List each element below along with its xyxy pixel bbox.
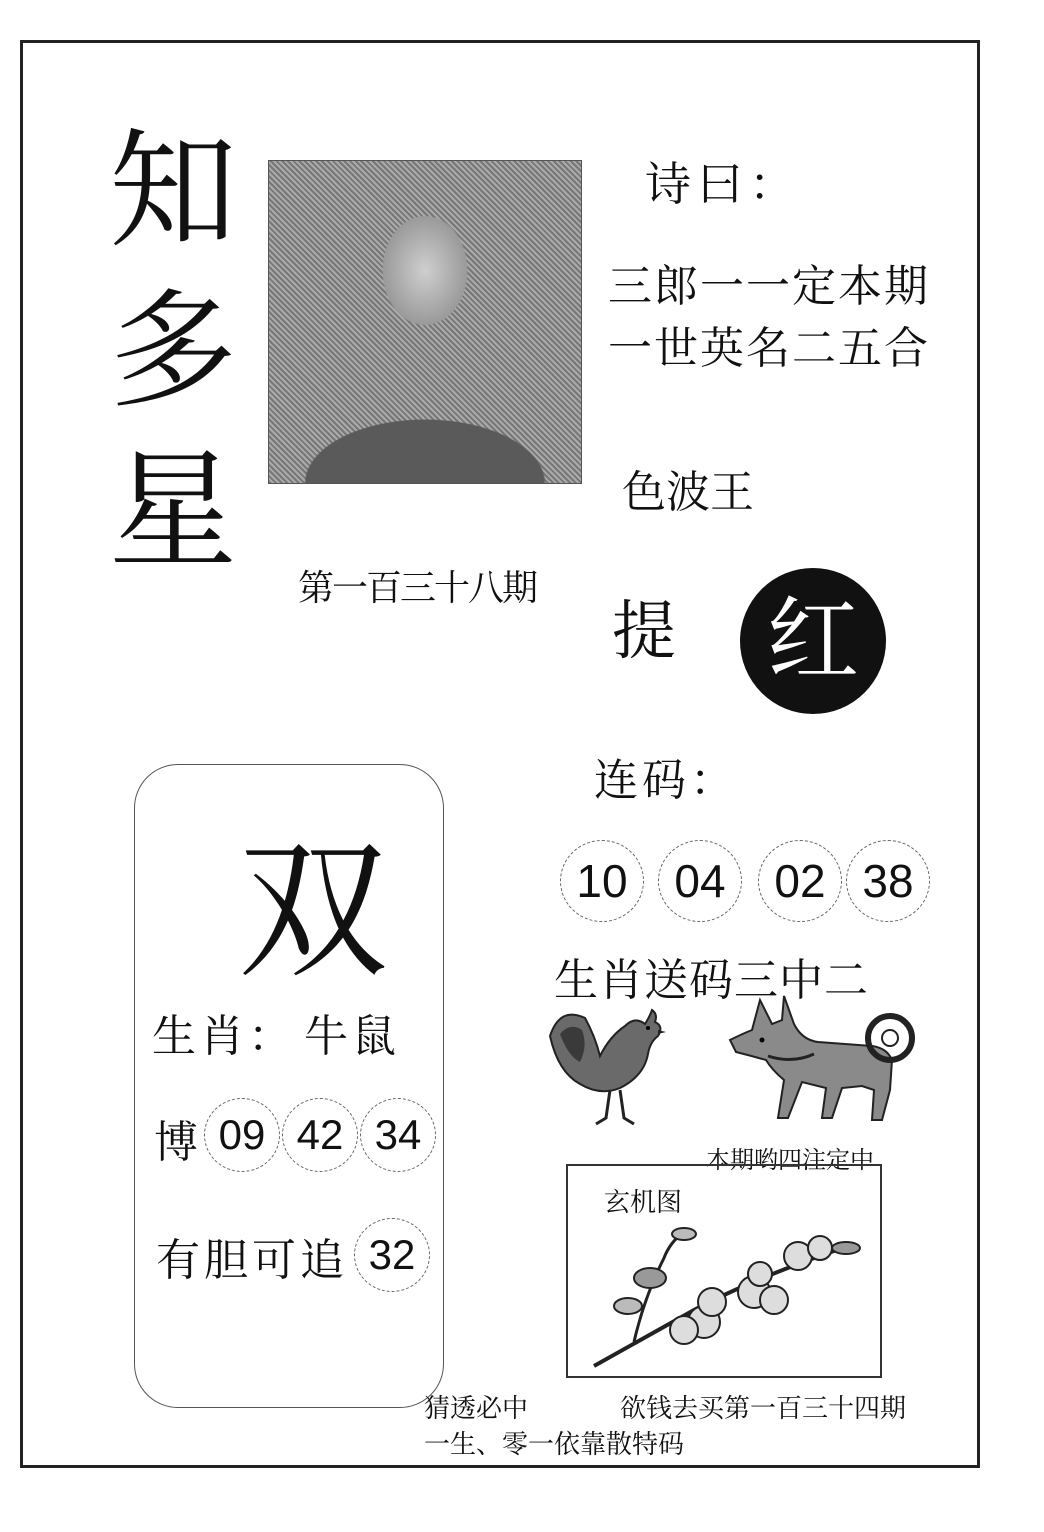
zodiac-gift-heading: 生肖送码三中二 [554,955,869,1006]
shengxiao-value: 牛鼠 [304,1011,400,1062]
tip-label: 提 [612,595,676,669]
bo-ball: 42 [282,1098,358,1172]
title-char: 多 [108,277,237,426]
dog-icon [722,990,922,1130]
chase-label: 有胆可追 [156,1235,348,1286]
lianma-ball: 02 [758,840,842,922]
lianma-ball: 38 [846,840,930,922]
poem-heading: 诗曰： [645,157,801,211]
title-char: 星 [108,437,237,586]
vertical-title [108,112,238,592]
lianma-ball: 04 [658,840,742,922]
footer-left: 猜透必中 [424,1394,529,1424]
footer-right: 欲钱去买第一百三十四期 [620,1394,907,1424]
color-wave-label: 色波王 [622,467,754,518]
rooster-icon [540,996,670,1136]
xuanji-label: 玄机图 [604,1188,683,1218]
chase-ball: 32 [354,1218,430,1292]
panel-big-char: 双 [238,825,389,999]
portrait-photo [268,160,582,484]
lianma-ball: 10 [560,840,644,922]
title-char: 知 [108,117,237,266]
bo-ball: 09 [204,1098,280,1172]
shengxiao-label: 生肖： [152,1011,296,1062]
issue-label: 第一百三十八期 [298,568,537,609]
flower-branch-icon [584,1218,874,1370]
bo-ball: 34 [360,1098,436,1172]
tip-red-badge: 红 [740,568,886,714]
footer-line-2: 一生、零一依靠散特码 [424,1430,685,1460]
poem-line-1: 三郎一一定本期 [608,261,930,312]
lianma-label: 连码： [594,755,738,806]
poem-line-2: 一世英名二五合 [608,323,930,374]
zodiac-note: 本期哟四注定中 [706,1146,874,1174]
bo-label: 博 [154,1117,202,1168]
